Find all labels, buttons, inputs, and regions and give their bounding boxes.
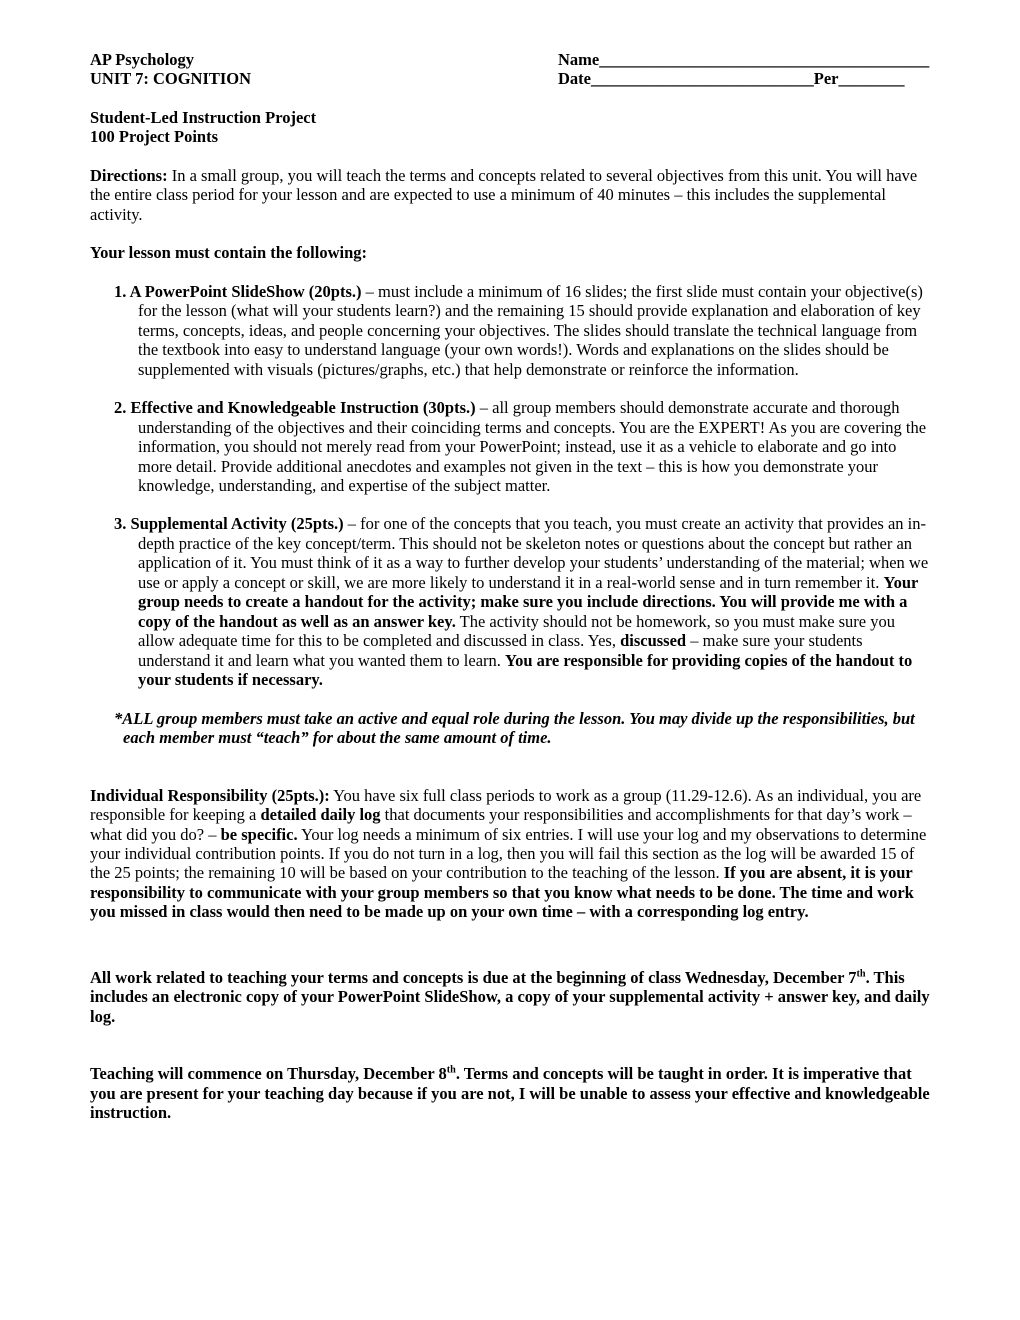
individual-text-3: Your log needs a minimum of six entries. I will use your log and my observations to determine your individual contribution points. If you do not turn in a log, then you will fail this section as the log will be awarded 15 of the 25 points; the remaining 10 will be based on your contribution to the teaching of the lesson. — [90, 824, 927, 883]
header-row-1 — [90, 50, 930, 69]
group-role-note: *ALL group members must take an active and equal role during the lesson. You may divide up the responsibilities, but each member must “teach” for about the same amount of time. — [114, 708, 915, 748]
individual-text-2: that documents your responsibilities and accomplishments for that day’s work – what did you do? – — [90, 805, 912, 844]
item-2-number: 2. — [114, 398, 127, 418]
item-1-text: – must include a minimum of 16 slides; the first slide must contain your objective(s) for the lesson (what will your students learn?) and the remaining 15 should provide explanation and elaboration of key terms, concepts, ideas, and people concerning your objectives. The slides should translate the technical language from the textbook into easy to understand language (your own words!). Words and explanations on the slides should be supplemented with visuals (pictures/graphs, etc.) that help demonstrate or reinforce the information. — [138, 281, 923, 379]
requirements-heading: Your lesson must contain the following: — [90, 243, 368, 263]
individual-bold-2: be specific. — [220, 824, 298, 844]
item-3-text-2: The activity should not be homework, so you must make sure you allow adequate time for this to be completed and discussed in class. Yes, — [138, 611, 896, 651]
item-2-text: – all group members should demonstrate accurate and thorough understanding of the objectives and their coinciding terms and concepts. You are the EXPERT! As you are covering the information, you should not merely read from your PowerPoint; instead, use it as a vehicle to elaborate and go into more detail. Provide additional anecdotes and examples not given in the text – this is how you demonstrate your knowledge, understanding, and expertise of the subject matter. — [138, 398, 927, 495]
individual-text-1: You have six full class periods to work as a group (11.29-12.6). As an individual, you are responsible for keeping a — [90, 785, 922, 825]
item-1-title: A PowerPoint SlideShow (20pts.) — [126, 281, 362, 301]
list-item-3 — [114, 514, 930, 690]
list-item-1 — [114, 281, 930, 379]
individual-bold-1: detailed daily log — [260, 805, 381, 825]
item-3-text-1: – for one of the concepts that you teach, you must create an activity that provides an in-depth practice of the key concept/term. This should not be skeleton notes or questions about the concept but rather an application of it. You must think of it as a way to further develop your students’ understanding of the material; when we use or apply a concept or skill, we are more likely to understand it in a real-world sense and in turn remember it. — [138, 514, 929, 592]
teaching-text-2: . Terms and concepts will be taught in order. It is imperative that you are present for your teaching day because if you are not, I will be unable to assess your effective and knowledgeable instruction. — [90, 1064, 930, 1123]
directions-paragraph — [90, 166, 930, 224]
date-per-blank-line: Date___________________________Per________ — [558, 69, 905, 89]
due-text-2: . This includes an electronic copy of your PowerPoint SlideShow, a copy of your supplemental activity + answer key, and daily log. — [90, 967, 930, 1026]
item-3-bold-1: Your group needs to create a handout for the activity; make sure you include directions. You will provide me with a copy of the handout as well as an answer key. — [138, 572, 919, 631]
item-3-number: 3. — [114, 514, 127, 534]
project-title: Student-Led Instruction Project — [90, 107, 317, 127]
list-item-2 — [114, 398, 930, 495]
project-points: 100 Project Points — [90, 127, 218, 147]
item-3-title: Supplemental Activity (25pts.) — [126, 514, 344, 534]
directions-label: Directions: — [90, 165, 168, 185]
unit-title: UNIT 7: COGNITION — [90, 69, 252, 89]
header-row-2 — [90, 69, 930, 88]
teaching-start-paragraph — [90, 1064, 930, 1122]
due-date-paragraph — [90, 968, 930, 1026]
item-1-number: 1. — [114, 281, 127, 301]
individual-label: Individual Responsibility (25pts.): — [90, 785, 330, 805]
teaching-ordinal-suffix: th — [446, 1064, 456, 1076]
item-3-bold-2: discussed — [620, 631, 687, 651]
item-3-text-3: – make sure your students understand it and learn what you wanted them to learn. — [138, 631, 863, 670]
individual-bold-3: If you are absent, it is your responsibility to communicate with your group members so that you know what needs to be done. The time and work you missed in class would then need to be made up on your own time – with a corresponding log entry. — [90, 863, 914, 922]
name-blank-line: Name________________________________________ — [558, 50, 930, 69]
item-2-title: Effective and Knowledgeable Instruction (30pts.) — [126, 398, 476, 418]
directions-text: In a small group, you will teach the terms and concepts related to several objectives from this unit. You will have the entire class period for your lesson and are expected to use a minimum of 40 minutes – this includes the supplemental activity. — [90, 165, 918, 224]
item-3-bold-3: You are responsible for providing copies of the handout to your students if necessary. — [138, 650, 913, 690]
teaching-text-1: Teaching will commence on Thursday, December 8 — [90, 1064, 447, 1084]
course-title: AP Psychology — [90, 50, 195, 69]
due-ordinal-suffix: th — [856, 968, 866, 980]
due-text-1: All work related to teaching your terms and concepts is due at the beginning of class Wednesday, December 7 — [90, 967, 857, 987]
individual-responsibility-paragraph — [90, 786, 930, 922]
